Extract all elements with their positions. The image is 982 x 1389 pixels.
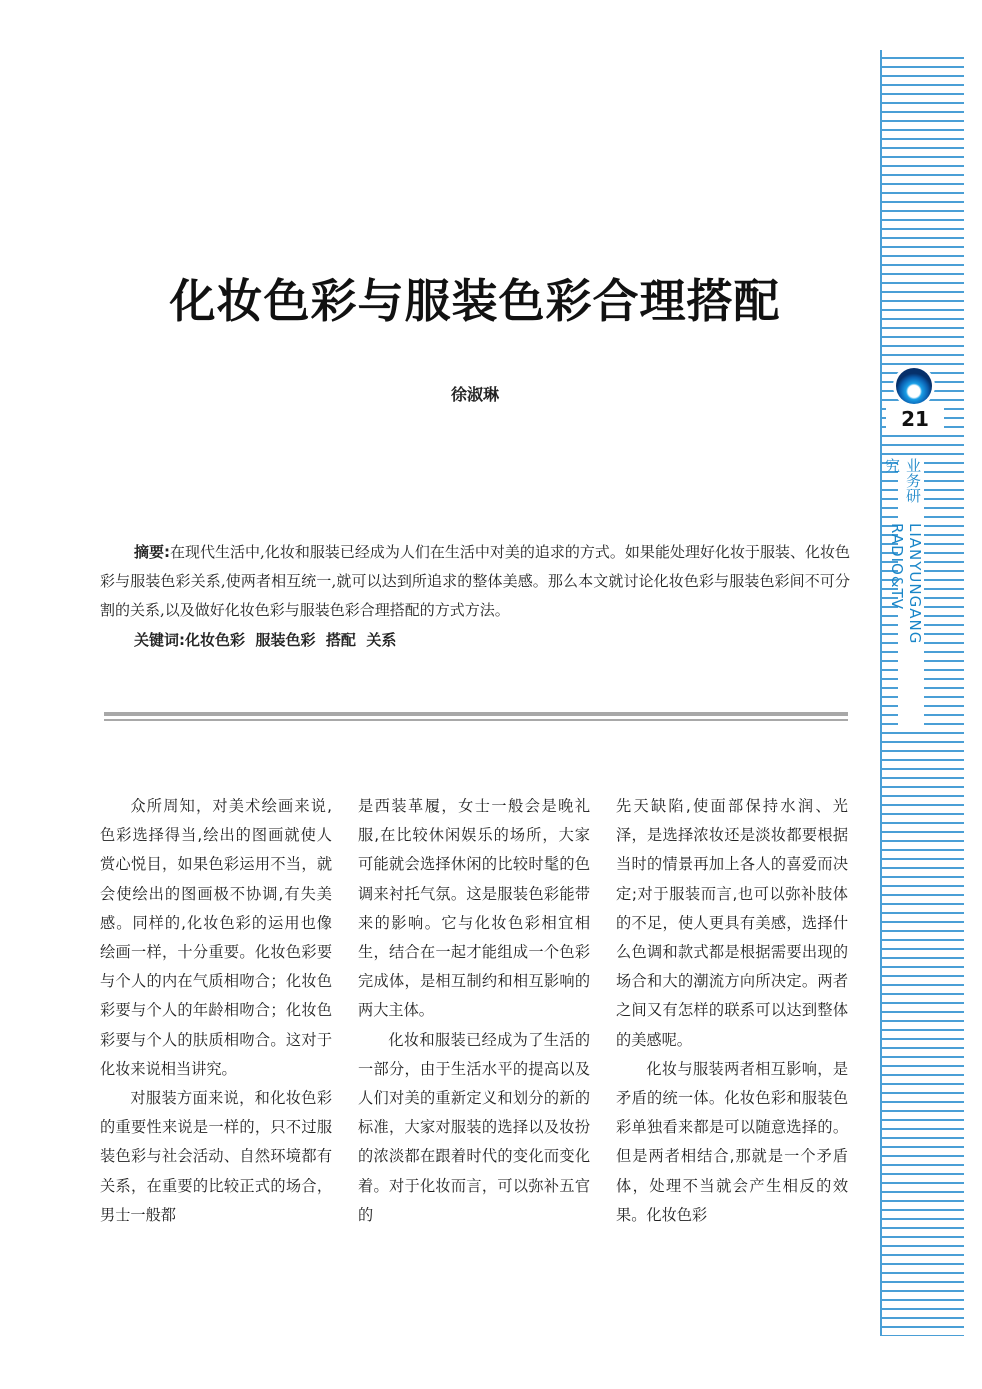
- article-author: 徐淑琳: [450, 385, 499, 404]
- paragraph: 众所周知，对美术绘画来说,色彩选择得当,绘出的图画就使人赏心悦目，如果色彩运用不当，就会使绘出的图画极不协调,有失美感。同样的,化妆色彩的运用也像绘画一样，十分重要。化妆色彩要与个人的内在气质相吻合；化妆色彩要与个人的年龄相吻合；化妆色彩要与个人的肤质相吻合。这对于化妆来说相当讲究。: [100, 797, 332, 1078]
- keywords: [134, 626, 850, 654]
- logo-ring: [896, 368, 932, 404]
- body-column-3: [616, 792, 848, 1230]
- paragraph: 化妆与服装两者相互影响，是矛盾的统一体。化妆色彩和服装色彩单独看来都是可以随意选择的。但是两者相结合,那就是一个矛盾体，处理不当就会产生相反的效果。化妆色彩: [616, 1059, 848, 1224]
- paragraph: 对服装方面来说，和化妆色彩的重要性来说是一样的，只不过服装色彩与社会活动、自然环境都有关系，在重要的比较正式的场合，男士一般都: [100, 1089, 332, 1224]
- keywords-label: 关键词:: [134, 631, 185, 649]
- body-column-1: [100, 792, 332, 1230]
- body-column-2: [358, 792, 590, 1230]
- paragraph: 是西装革履，女士一般会是晚礼服,在比较休闲娱乐的场所，大家可能就会选择休闲的比较时髦的色调来衬托气氛。这是服装色彩能带来的影响。它与化妆色彩相宜相生，结合在一起才能组成一个色彩完成体，是相互制约和相互影响的两大主体。: [358, 797, 590, 1020]
- journal-label: LIANYUNGANG RADIO&TV: [888, 523, 924, 645]
- abstract: [100, 538, 850, 625]
- abstract-label: 摘要:: [134, 543, 171, 561]
- keywords-text: 化妆色彩 服装色彩 搭配 关系: [185, 631, 397, 649]
- divider-thick: [104, 712, 848, 716]
- paragraph: 化妆和服装已经成为了生活的一部分，由于生活水平的提高以及人们对美的重新定义和划分的新的标准，大家对服装的选择以及妆扮的浓淡都在跟着时代的变化而变化着。对于化妆而言，可以弥补五官的: [358, 1030, 590, 1224]
- article-title: 化妆色彩与服装色彩合理搭配: [169, 274, 781, 328]
- divider-thin: [104, 719, 848, 721]
- page-number: 21: [886, 406, 944, 432]
- abstract-text: 在现代生活中,化妆和服装已经成为人们在生活中对美的追求的方式。如果能处理好化妆于服装、化妆色彩与服装色彩关系,使两者相互统一,就可以达到所追求的整体美感。那么本文就讨论化妆色彩与服装色彩间不可分割的关系,以及做好化妆色彩与服装色彩合理搭配的方式方法。: [100, 543, 850, 619]
- journal-logo-icon: [893, 365, 935, 407]
- section-label: 业务研究: [883, 458, 922, 503]
- paragraph: 先天缺陷,使面部保持水润、光泽，是选择浓妆还是淡妆都要根据当时的情景再加上各人的喜爱而决定;对于服装而言,也可以弥补肢体的不足，使人更具有美感，选择什么色调和款式都是根据需要出现的场合和大的潮流方向所决定。两者之间又有怎样的联系可以达到整体的美感呢。: [616, 797, 848, 1049]
- section-vertical-label: [883, 458, 924, 728]
